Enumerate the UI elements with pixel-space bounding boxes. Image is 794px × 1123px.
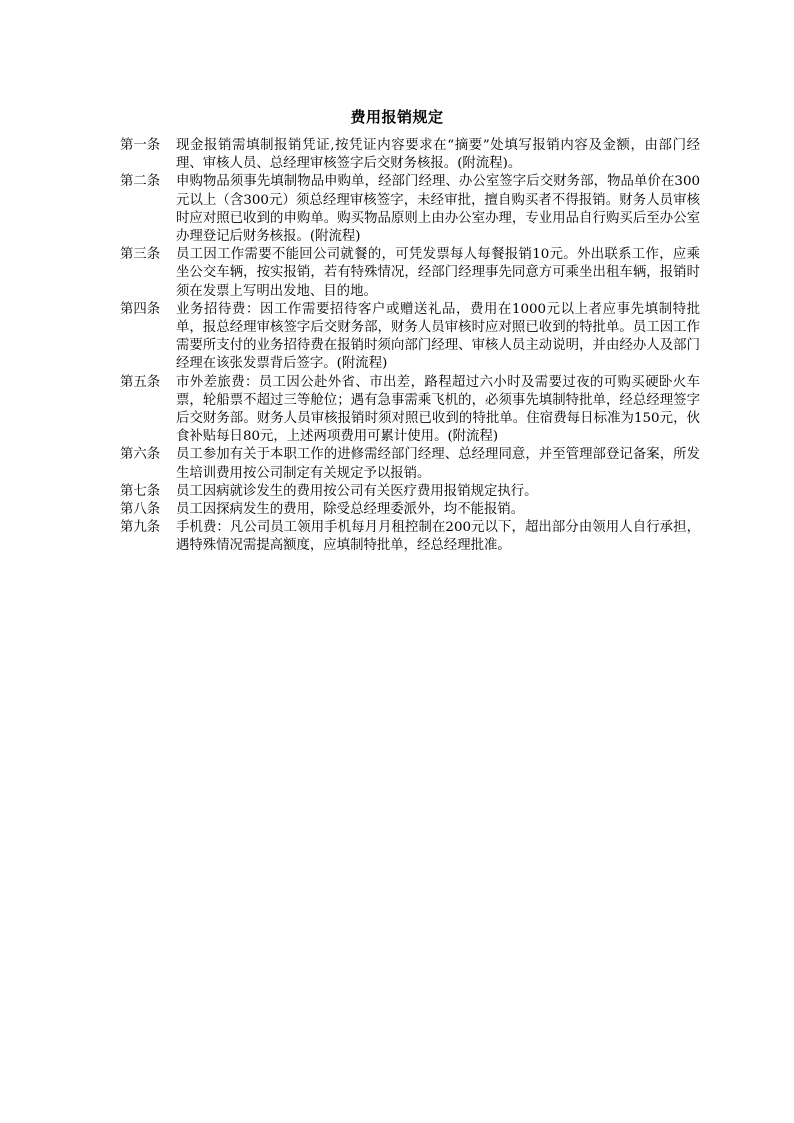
article-text: 现金报销需填制报销凭证,按凭证内容要求在“摘要”处填写报销内容及金额，由部门经理、审核人员、总经理审核签字后交财务核报。(附流程)。 bbox=[176, 138, 700, 172]
article-label: 第四条 bbox=[120, 301, 161, 317]
article-4 bbox=[120, 301, 700, 374]
article-label: 第六条 bbox=[120, 447, 161, 463]
article-label: 第七条 bbox=[120, 483, 161, 499]
article-label: 第九条 bbox=[120, 520, 161, 536]
article-label: 第八条 bbox=[120, 502, 161, 518]
article-text: 员工因病就诊发生的费用按公司有关医疗费用报销规定执行。 bbox=[176, 483, 538, 499]
article-text: 员工因探病发生的费用，除受总经理委派外，均不能报销。 bbox=[176, 502, 525, 518]
article-list bbox=[120, 137, 700, 556]
article-text: 市外差旅费：员工因公赴外省、市出差，路程超过六小时及需要过夜的可购买硬卧火车票，轮船票不超过三等舱位；遇有急事需乘飞机的，必须事先填制特批单，经总经理签字后交财务部。财务人员审核报销时须对照已收到的特批单。住宿费每日标准为150元，伙食补贴每日80元，上述两项费用可累计使用。(附流程) bbox=[176, 374, 700, 445]
article-text: 员工因工作需要不能回公司就餐的，可凭发票每人每餐报销10元。外出联系工作，应乘坐公交车辆，按实报销，若有特殊情况，经部门经理事先同意方可乘坐出租车辆，报销时须在发票上写明出发地、目的地。 bbox=[176, 247, 700, 299]
article-6 bbox=[120, 446, 700, 482]
article-label: 第一条 bbox=[120, 138, 161, 153]
article-text: 员工参加有关于本职工作的进修需经部门经理、总经理同意，并至管理部登记备案，所发生培训费用按公司制定有关规定予以报销。 bbox=[176, 447, 700, 481]
article-8 bbox=[120, 501, 700, 519]
article-9 bbox=[120, 519, 700, 555]
article-1 bbox=[120, 137, 700, 173]
article-7 bbox=[120, 483, 700, 501]
document-title: 费用报销规定 bbox=[350, 108, 444, 126]
article-text: 业务招待费：因工作需要招待客户或赠送礼品，费用在1000元以上者应事先填制特批单，报总经理审核签字后交财务部，财务人员审核时应对照已收到的特批单。员工因工作需要所支付的业务招待费在报销时须向部门经理、审核人员主动说明，并由经办人及部门经理在该张发票背后签字。(附流程) bbox=[176, 301, 700, 372]
article-text: 申购物品须事先填制物品申购单，经部门经理、办公室签字后交财务部，物品单价在300元以上（含300元）须总经理审核签字，未经审批，擅自购买者不得报销。财务人员审核时应对照已收到的申购单。购买物品原则上由办公室办理，专业用品自行购买后至办公室办理登记后财务核报。(附流程) bbox=[176, 174, 700, 245]
article-text: 手机费：凡公司员工领用手机每月月租控制在200元以下，超出部分由领用人自行承担，遇特殊情况需提高额度，应填制特批单，经总经理批准。 bbox=[176, 520, 700, 554]
article-label: 第五条 bbox=[120, 374, 161, 390]
article-label: 第三条 bbox=[120, 247, 161, 263]
article-5 bbox=[120, 374, 700, 447]
article-2 bbox=[120, 173, 700, 246]
article-3 bbox=[120, 246, 700, 301]
article-label: 第二条 bbox=[120, 174, 161, 190]
